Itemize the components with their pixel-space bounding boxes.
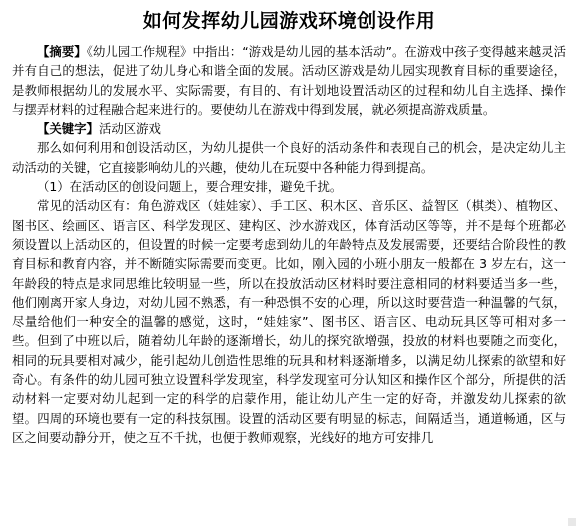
keywords-label: 【关键字】 xyxy=(37,121,99,137)
document-title: 如何发挥幼儿园游戏环境创设作用 xyxy=(142,10,436,32)
keywords-paragraph xyxy=(12,119,566,138)
abstract-label: 【摘要】 xyxy=(37,44,87,59)
section-heading: （1）在活动区的创设问题上，要合理安排，避免千扰。 xyxy=(37,179,343,195)
intro-paragraph: 那么如何利用和创设活动区，为幼儿提供一个良好的活动条件和表现自己的机会，是决定幼儿主动活动的关键，它直接影响幼儿的兴趣，使幼儿在玩耍中各种能力得到提高。 xyxy=(12,140,566,175)
body-paragraph: 常见的活动区有：角色游戏区（娃娃家）、手工区、积木区、音乐区、益智区（棋类）、植物区、图书区、绘画区、语言区、科学发现区、建构区、沙水游戏区，体育活动区等等，并不是每个班都必须设置以上活动区的，但设置的时候一定要考虑到幼儿的年龄特点及发展需要，还要结合阶段性的教育目标和教育内容，并不断随实际需要而变更。比如，刚入园的小班小朋友一般都在 3 岁左右，这一年龄段的特点是求同思维比较明显一些，所以在投放活动区材料时要注意相同的材料要适当多一些，他们刚离开家人身边，对幼儿园不熟悉，有一种恐惧不安的心理，所以这时要营造一种温馨的气氛，尽量给他们一种安全的温馨的感觉，这时，“娃娃家”、图书区、语言区、电动玩具区等可相对多一些。但到了中班以后，随着幼儿年龄的逐渐增长，幼儿的探究欲增强，投放的材料也要随之而变化，相同的玩具要相对减少，能引起幼儿创造性思维的玩具和材料逐渐增多，以满足幼儿探索的欲望和好奇心。有条件的幼儿园可独立设置科学发现室，科学发现室可分认知区和操作区个部分，所提供的活动材料一定要对幼儿起到一定的科学的启蒙作用，能让幼儿产生一定的好奇，并激发幼儿探索的欲望。四周的环境也要有一定的科技氛围。设置的活动区要有明显的标志，间隔适当，通道畅通，区与区之间要动静分开，使之互不千扰，也便于教师观察，光线好的地方可安排几 xyxy=(12,198,566,445)
abstract-paragraph xyxy=(12,42,566,119)
scrollbar-corner xyxy=(568,518,576,526)
keywords-text: 活动区游戏 xyxy=(98,121,161,137)
abstract-text: 《幼儿园工作规程》中指出：“游戏是幼儿园的基本活动”。在游戏中孩子变得越来越灵活并有自己的想法，促进了幼儿身心和谐全面的发展。活动区游戏是幼儿园实现教育目标的重要途径，是教师根据幼儿的发展水平、实际需要，有目的、有计划地设置活动区的过程和幼儿自主选择、操作与摆弄材料的过程融合起来进行的。要使幼儿在游戏中得到发展，就必须提高游戏质量。 xyxy=(12,44,567,117)
